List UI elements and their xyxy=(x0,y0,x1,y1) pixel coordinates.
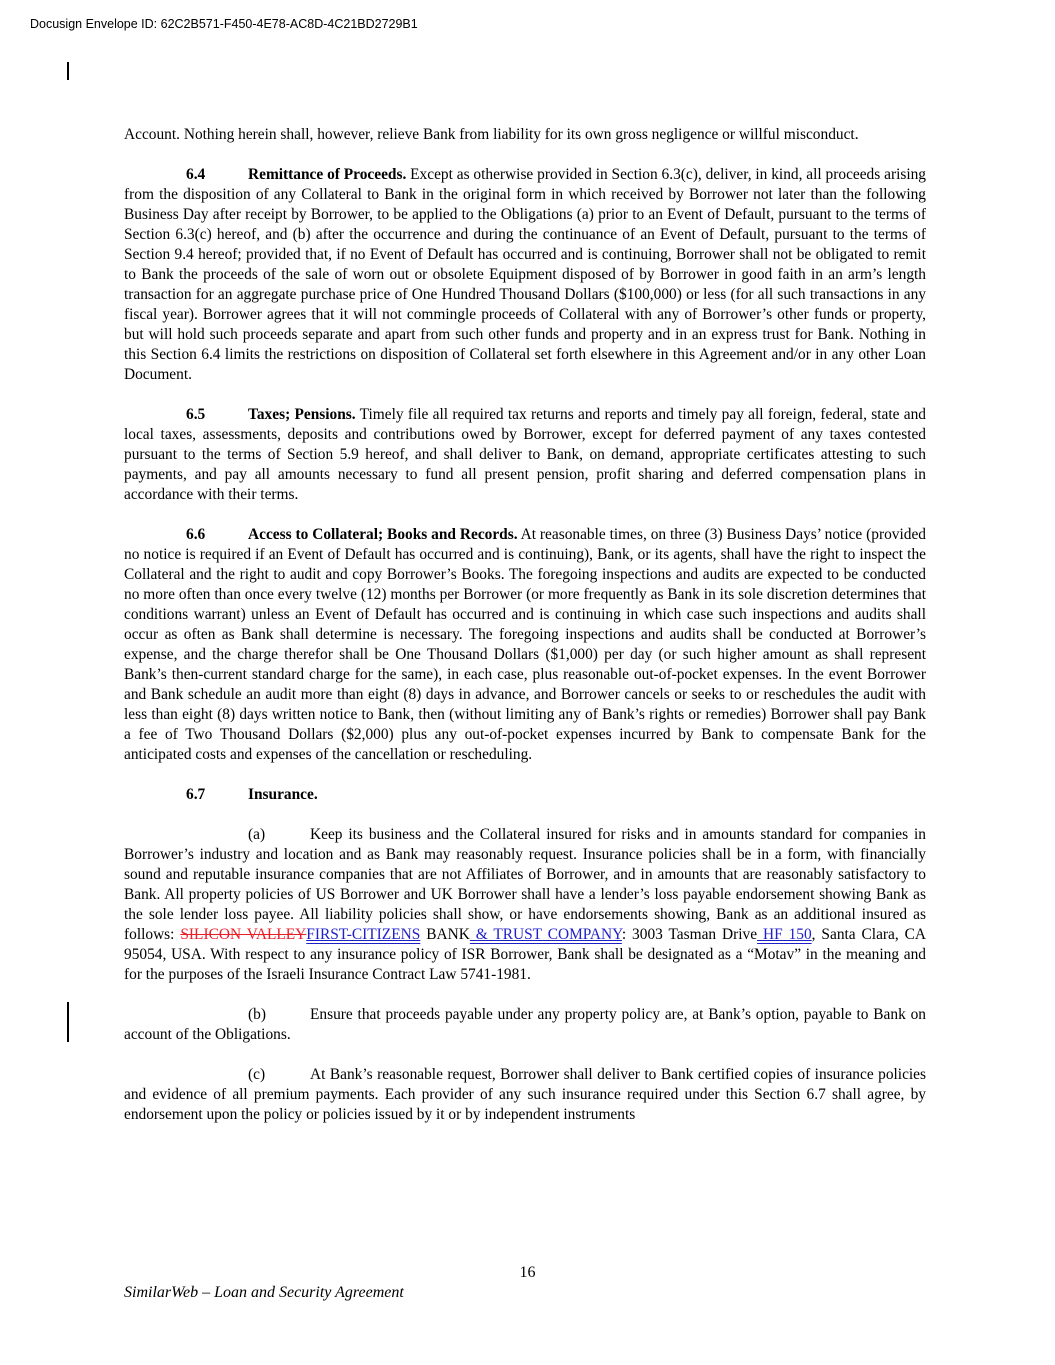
subsection-label: (b) xyxy=(248,1006,266,1023)
section-number: 6.6 xyxy=(186,526,206,543)
section-6-5 xyxy=(124,405,926,505)
subsection-label: (c) xyxy=(248,1066,266,1083)
section-body: At reasonable times, on three (3) Business Days’ notice (provided no notice is required if an Event of Default has occurred and is continuing), Bank, or its agents, shall have the right to inspect the Collateral and the right to audit and copy Borrower’s Books. The foregoing inspections and audits are expected to be conducted no more often than once every twelve (12) months per Borrower (or more frequently as Bank in its sole discretion determines that conditions warrant) unless an Event of Default has occurred and is continuing in which case such inspections and audits shall occur as often as Bank shall determine is necessary. The foregoing inspections and audits shall be conducted at Borrower’s expense, and the charge therefor shall be One Thousand Dollars ($1,000) per day (or such higher amount as shall represent Bank’s then-current standard charge for the same), in each case, plus reasonable out-of-pocket expenses. In the event Borrower and Bank schedule an audit more than eight (8) days in advance, and Borrower cancels or seeks to or reschedules the audit with less than eight (8) days written notice to Bank, then (without limiting any of Bank’s rights or remedies) Borrower shall pay Bank a fee of Two Thousand Dollars ($2,000) plus any out-of-pocket expenses incurred by Bank to compensate Bank for the anticipated costs and expenses of the cancellation or rescheduling. xyxy=(124,526,926,763)
section-6-4 xyxy=(124,165,926,385)
subsection-body: At Bank’s reasonable request, Borrower shall deliver to Bank certified copies of insurance policies and evidence of all premium payments. Each provider of any such insurance required under this Section 6.7 shall agree, by endorsement upon the policy or policies issued by it or by independent instruments xyxy=(124,1066,926,1123)
section-body: Timely file all required tax returns and reports and timely pay all foreign, federal, state and local taxes, assessments, deposits and contributions owed by Borrower, except for deferred payment of any taxes contested pursuant to the terms of Section 5.9 hereof, and shall deliver to Bank, on demand, appropriate certificates attesting to such payments, and pay all amounts necessary to fund all present pension, profit sharing and deferred compensation plans in accordance with their terms. xyxy=(124,406,927,503)
redline-deletion: SILICON VALLEY xyxy=(180,926,307,943)
docusign-envelope-id: Docusign Envelope ID: 62C2B571-F450-4E78-AC8D-4C21BD2729B1 xyxy=(30,17,418,31)
redline-insertion: HF 150 xyxy=(757,926,812,943)
plain-text: BANK xyxy=(420,926,470,943)
subsection-6-7-a xyxy=(124,825,926,985)
redline-insertion: & TRUST COMPANY xyxy=(469,926,622,943)
section-title: Taxes; Pensions. xyxy=(248,406,356,423)
section-title: Insurance. xyxy=(248,786,318,803)
section-title: Remittance of Proceeds. xyxy=(248,166,407,183)
subsection-body-end: , Santa Clara, CA 95054, USA. With respect to any insurance policy of ISR Borrower, Bank shall be designated as a “Motav” in the meaning and for the purposes of the Israeli Insurance Contract Law 5741-1981. xyxy=(124,926,927,983)
footer-title: SimilarWeb – Loan and Security Agreement xyxy=(124,1284,404,1301)
carryover-paragraph: Account. Nothing herein shall, however, relieve Bank from liability for its own gross negligence or willful misconduct. xyxy=(124,126,859,143)
section-6-6 xyxy=(124,525,926,765)
section-number: 6.5 xyxy=(186,406,206,423)
subsection-6-7-b xyxy=(124,1005,926,1045)
redline-insertion: FIRST-CITIZENS xyxy=(306,926,421,943)
section-title: Access to Collateral; Books and Records. xyxy=(248,526,518,543)
change-bar-top xyxy=(67,62,69,80)
page-number: 16 xyxy=(519,1264,536,1281)
section-number: 6.7 xyxy=(186,786,206,803)
section-number: 6.4 xyxy=(186,166,206,183)
document-page xyxy=(124,125,926,1145)
subsection-body: Ensure that proceeds payable under any property policy are, at Bank’s option, payable to Bank on account of the Obligations. xyxy=(124,1006,926,1043)
plain-text: : 3003 Tasman Drive xyxy=(621,926,758,943)
section-6-7-heading xyxy=(124,785,926,805)
subsection-6-7-c xyxy=(124,1065,926,1125)
change-bar-insurance xyxy=(67,1002,69,1042)
subsection-body-start: Keep its business and the Collateral insured for risks and in amounts standard for companies in Borrower’s industry and location and as Bank may reasonably request. Insurance policies shall be in a form, with financially sound and reputable insurance companies that are not Affiliates of Borrower, and in amounts that are reasonably satisfactory to Bank. All property policies of US Borrower and UK Borrower shall have a lender’s loss payable endorsement showing Bank as the sole lender loss payee. All liability policies shall show, or have endorsements showing, Bank as an additional insured as follows: xyxy=(124,826,926,943)
subsection-label: (a) xyxy=(248,826,266,843)
section-body: Except as otherwise provided in Section 6.3(c), deliver, in kind, all proceeds arising from the disposition of any Collateral to Bank in the original form in which received by Borrower not later than the following Business Day after receipt by Borrower, to be applied to the Obligations (a) prior to an Event of Default, pursuant to the terms of Section 6.3(c) hereof, and (b) after the occurrence and during the continuance of an Event of Default, pursuant to the terms of Section 9.4 hereof; provided that, if no Event of Default has occurred and is continuing, Borrower shall not be obligated to remit to Bank the proceeds of the sale of worn out or obsolete Equipment disposed of by Borrower in good faith in an arm’s length transaction for an aggregate purchase price of One Hundred Thousand Dollars ($100,000) or less (for all such transactions in any fiscal year). Borrower agrees that it will not commingle proceeds of Collateral with any of Borrower’s other funds or property, but will hold such proceeds separate and apart from such other funds and property and in an express trust for Bank. Nothing in this Section 6.4 limits the restrictions on disposition of Collateral set forth elsewhere in this Agreement and/or in any other Loan Document. xyxy=(124,166,926,383)
